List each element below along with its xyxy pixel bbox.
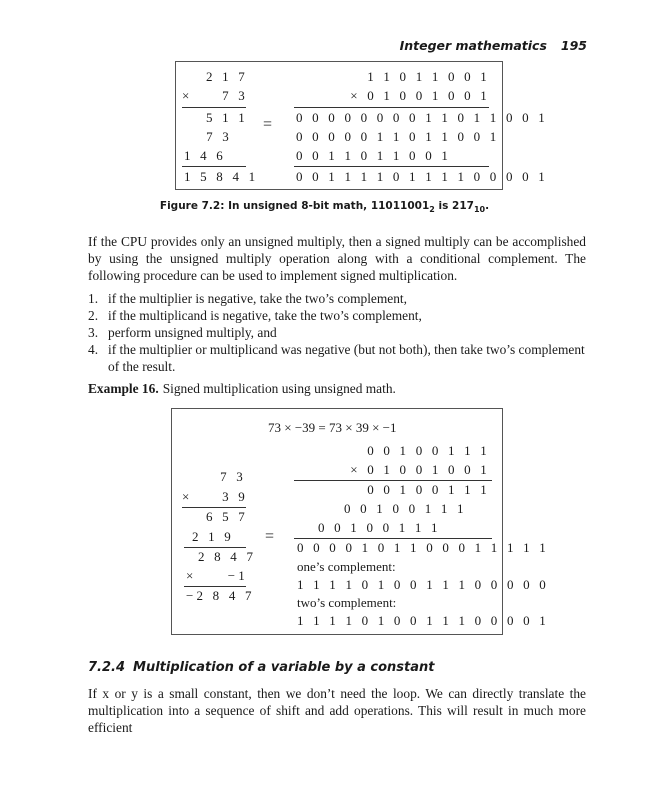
- running-head: [400, 38, 587, 53]
- fig-left-line: × 7 3: [182, 88, 248, 103]
- fig-left-line: 1 4 6: [184, 148, 226, 163]
- example-label: Example 16.: [88, 381, 159, 396]
- section-heading: [88, 660, 435, 675]
- list-text: if the multiplicand is negative, take the two’s complement,: [108, 308, 422, 323]
- ex-right-line: 0 0 0 0 1 0 1 1 0 0 0 1 1 1 1 1: [297, 540, 549, 555]
- fig-right-rule: [294, 107, 489, 108]
- fig-left-line: 7 3: [206, 129, 232, 144]
- fig-right-line: × 0 1 0 0 1 0 0 1: [350, 88, 490, 103]
- ex-left-line: 2 1 9: [192, 529, 234, 544]
- fig-left-rule: [182, 166, 246, 167]
- steps-list: [88, 290, 586, 375]
- ex-left-line: 7 3: [220, 469, 246, 484]
- section-number: 7.2.4: [88, 660, 126, 675]
- list-item: [88, 307, 586, 324]
- fig-right-line: 1 1 0 1 1 0 0 1: [367, 69, 490, 84]
- ex-right-line: 0 0 1 0 0 1 1 1: [344, 501, 467, 516]
- paragraph-1: If the CPU provides only an unsigned multiply, then a signed multiply can be accomplished by using the unsigned multiply operation along with a conditional complement. The following procedure can be used to implement signed multiplication.: [88, 234, 586, 283]
- section-title: Multiplication of a variable by a constant: [133, 660, 435, 675]
- caption-subscript: 10: [473, 205, 486, 215]
- list-number: 2.: [88, 308, 99, 323]
- ex-left-rule: [184, 547, 246, 548]
- ex-right-label: one’s complement:: [297, 559, 396, 574]
- list-number: 4.: [88, 342, 99, 357]
- ex-left-operand: 3 9: [222, 489, 248, 504]
- caption-text: is 217: [434, 200, 474, 212]
- list-text: if the multiplier is negative, take the two’s complement,: [108, 291, 407, 306]
- list-item: [88, 290, 586, 307]
- caption-text: .: [485, 200, 490, 212]
- paragraph-2: If x or y is a small constant, then we don’t need the loop. We can directly translate the multiplication into a sequence of shift and add operations. This will result in much more efficient: [88, 686, 586, 735]
- running-head-title: Integer mathematics: [399, 38, 547, 53]
- figure-caption: [0, 200, 649, 214]
- list-text: perform unsigned multiply, and: [108, 325, 277, 340]
- fig-right-line: 0 0 1 1 1 1 0 1 1 1 1 0 0 0 0 1: [296, 169, 548, 184]
- ex-left-line: × −1: [186, 568, 248, 583]
- fig-left-line: 1 5 8 4 1: [184, 169, 259, 184]
- example-header: 73 × −39 = 73 × 39 × −1: [268, 420, 397, 435]
- list-item: [88, 324, 586, 341]
- ex-right-line: 0 0 1 0 0 1 1 1: [318, 520, 441, 535]
- list-number: 1.: [88, 291, 99, 306]
- caption-text: Figure 7.2: In unsigned 8-bit math, 11011001: [159, 200, 430, 212]
- ex-left-rule: [184, 586, 246, 587]
- figure-box: [175, 61, 548, 190]
- fig-left-operand: 7 3: [222, 88, 248, 103]
- example-heading: [88, 381, 396, 397]
- ex-right-label: two’s complement:: [297, 595, 397, 610]
- list-number: 3.: [88, 325, 99, 340]
- ex-left-line: −2 8 4 7: [186, 588, 255, 603]
- fig-left-rule: [182, 107, 246, 108]
- ex-left-line: × 3 9: [182, 489, 248, 504]
- ex-right-line: 0 0 1 0 0 1 1 1: [367, 443, 490, 458]
- fig-left-line: 5 1 1: [206, 110, 248, 125]
- list-item: [88, 341, 586, 375]
- fig-right-line: 0 0 1 1 0 1 1 0 0 1: [296, 148, 452, 163]
- fig-left-line: 2 1 7: [206, 69, 248, 84]
- example-text: Signed multiplication using unsigned math.: [162, 381, 396, 396]
- fig-equals: =: [263, 116, 273, 133]
- page-number: 195: [560, 38, 587, 53]
- ex-right-line: 1 1 1 1 0 1 0 0 1 1 1 0 0 0 0 0: [297, 577, 549, 592]
- ex-right-rule: [294, 480, 492, 481]
- fig-right-line: 0 0 0 0 0 0 0 0 1 1 0 1 1 0 0 1: [296, 110, 548, 125]
- ex-right-line: × 0 1 0 0 1 0 0 1: [350, 462, 490, 477]
- example-box: [171, 408, 549, 635]
- ex-left-line: 6 5 7: [206, 509, 248, 524]
- list-text: if the multiplier or multiplicand was negative (but not both), then take two’s complement of the result.: [108, 342, 585, 374]
- ex-left-operand: −1: [227, 568, 248, 583]
- ex-right-line: 1 1 1 1 0 1 0 0 1 1 1 0 0 0 0 1: [297, 613, 549, 628]
- fig-right-line: 0 0 0 0 0 1 1 0 1 1 0 0 1: [296, 129, 500, 144]
- ex-right-line: 0 0 1 0 0 1 1 1: [367, 482, 490, 497]
- ex-equals: =: [265, 528, 275, 545]
- ex-left-line: 2 8 4 7: [198, 549, 257, 564]
- ex-right-rule: [294, 538, 492, 539]
- fig-right-rule: [294, 166, 489, 167]
- ex-left-rule: [182, 507, 246, 508]
- caption-subscript: 2: [429, 205, 435, 215]
